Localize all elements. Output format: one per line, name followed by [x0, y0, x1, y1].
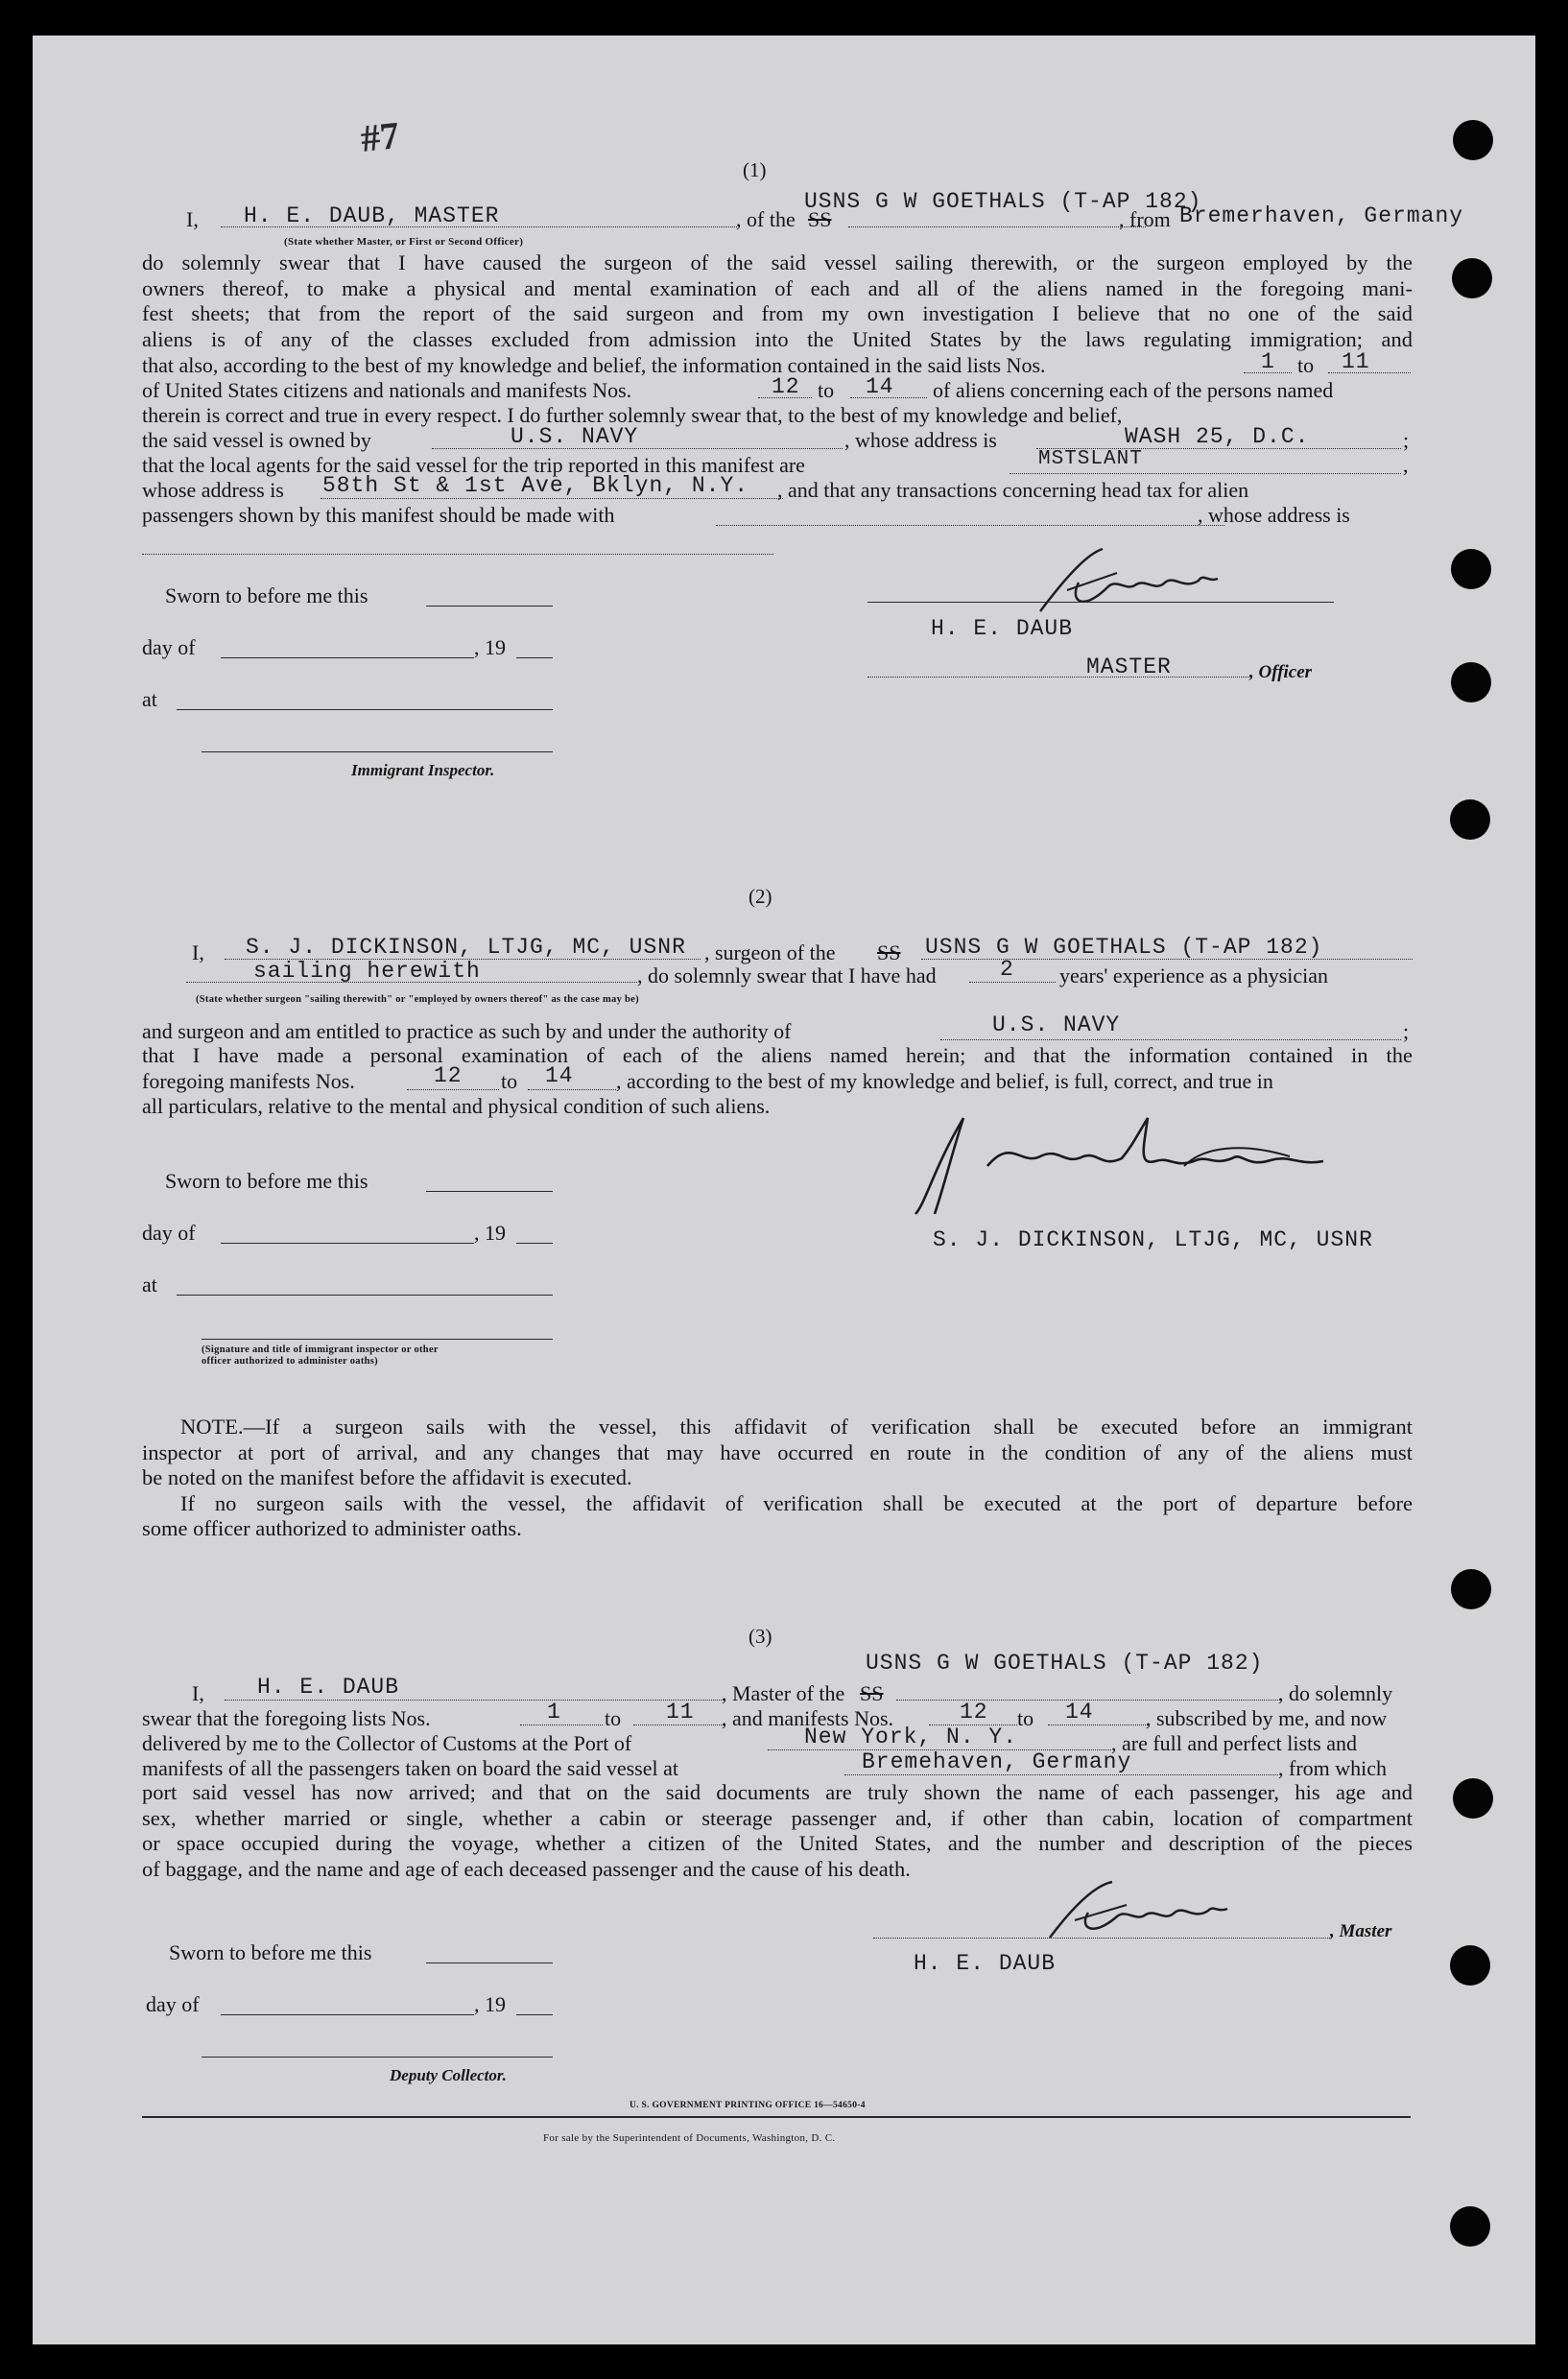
text-line: all particulars, relative to the mental and physical condition of such aliens. — [142, 1094, 771, 1118]
underline — [844, 1774, 1278, 1775]
section3-body — [142, 1780, 1413, 1882]
punch-hole — [1450, 1945, 1490, 1986]
label: , and manifests Nos. — [722, 1706, 894, 1730]
label: , do solemnly swear that I have had — [637, 963, 937, 987]
arrival-port-field: New York, N. Y. — [804, 1725, 1018, 1749]
lists-to-field: 11 — [666, 1700, 695, 1725]
underline — [426, 606, 553, 607]
signer-name: H. E. DAUB — [914, 1951, 1057, 1976]
underline — [528, 1089, 616, 1090]
label: , surgeon of the — [704, 940, 836, 964]
section-number: (3) — [748, 1625, 772, 1648]
label: , Master of the — [722, 1681, 845, 1705]
underline — [177, 709, 553, 710]
underline — [867, 677, 1251, 678]
text-line: fest sheets; that from the report of the said surgeon and from my own investigation I believe that no one of the said — [142, 301, 1413, 325]
label: the said vessel is owned by — [142, 428, 371, 452]
label: whose address is — [142, 478, 284, 502]
underline — [321, 498, 783, 499]
section-number: (1) — [743, 158, 767, 181]
note-block — [142, 1415, 1413, 1542]
label: , whose address is — [1198, 503, 1350, 527]
text-line: be noted on the manifest before the affidavit is executed. — [142, 1465, 632, 1489]
master-label: , Master — [1330, 1921, 1392, 1941]
master-signature — [1021, 1880, 1242, 1957]
label: , do solemnly — [1278, 1681, 1393, 1705]
lists-from-field: 1 — [547, 1700, 561, 1725]
punch-hole — [1451, 549, 1491, 589]
signature-line — [202, 1339, 553, 1340]
text-line: , and that any transactions concerning head tax for alien — [777, 478, 1249, 502]
punct: ; — [1403, 428, 1410, 452]
manifests-from-field: 12 — [772, 374, 800, 399]
text-line: do solemnly swear that I have caused the surgeon of the said vessel sailing therewith, or the surgeon employed by the — [142, 250, 1413, 274]
punch-hole — [1451, 1569, 1491, 1609]
vessel-prefix: SS — [877, 940, 901, 964]
footer-rule — [142, 2116, 1411, 2118]
text-line: port said vessel has now arrived; and that on the said documents are truly shown the name of each passenger, his age and — [142, 1780, 1413, 1804]
text-line: sex, whether married or single, whether a cabin or steerage passenger and, if other than cabin, location of compartment — [142, 1805, 1413, 1830]
surgeon-name-field: S. J. DICKINSON, LTJG, MC, USNR — [246, 935, 686, 960]
signature-line — [873, 1938, 1330, 1939]
punch-hole — [1453, 1778, 1493, 1819]
punct: , — [1403, 453, 1409, 477]
year-label: , 19 — [474, 635, 506, 659]
printing-office-line: U. S. GOVERNMENT PRINTING OFFICE 16—54650-4 — [630, 2101, 866, 2110]
label: , subscribed by me, and now — [1146, 1706, 1388, 1730]
sworn-label: Sworn to before me this — [165, 583, 368, 607]
lists-from-field: 1 — [1261, 349, 1275, 374]
label: , from which — [1278, 1756, 1388, 1780]
label: delivered by me to the Collector of Customs at the Port of — [142, 1731, 632, 1755]
agents-field: MSTSLANT — [1038, 448, 1143, 470]
section2-body — [142, 1043, 1413, 1069]
underline — [186, 982, 637, 983]
manifests-to-field: 14 — [545, 1063, 574, 1088]
officer-label: , Officer — [1249, 662, 1313, 682]
punch-hole — [1451, 662, 1491, 702]
owner-address-field: WASH 25, D.C. — [1125, 424, 1310, 449]
text-line: or space occupied during the voyage, whether a citizen of the United States, and the number and description of the pieces — [142, 1831, 1413, 1855]
text-line: —If a surgeon sails with the vessel, this affidavit of verification shall be executed before an immigrant — [243, 1415, 1413, 1439]
underline — [940, 1039, 1401, 1040]
underline — [516, 657, 553, 658]
manifests-from-field: 12 — [434, 1063, 463, 1088]
text-line: aliens is of any of the classes excluded from admission into the United States by the laws regulating immigration; and — [142, 326, 1413, 351]
text-line: , according to the best of my knowledge and belief, is full, correct, and true in — [616, 1069, 1273, 1093]
label: , from — [1119, 207, 1171, 231]
authority-field: U.S. NAVY — [992, 1012, 1121, 1037]
underline — [1244, 372, 1292, 373]
label: to — [818, 378, 835, 402]
day-label: day of — [142, 635, 196, 659]
year-label: , 19 — [474, 1221, 506, 1245]
label: and surgeon and am entitled to practice as such by and under the authority of — [142, 1019, 792, 1043]
punch-hole — [1450, 2206, 1490, 2247]
underline — [225, 1700, 724, 1701]
underline — [921, 959, 1413, 960]
label: passengers shown by this manifest should be made with — [142, 503, 615, 527]
signer-name: H. E. DAUB — [931, 616, 1074, 641]
vessel-prefix: SS — [860, 1681, 884, 1705]
section1-body — [142, 250, 1413, 352]
embark-port-field: Bremehaven, Germany — [862, 1749, 1132, 1774]
text-line: that I have made a personal examination of each of the aliens named herein; and that the information contained in the — [142, 1043, 1413, 1067]
manifests-to-field: 14 — [866, 374, 894, 399]
underline — [426, 1191, 553, 1192]
section3-intro: I, — [192, 1681, 204, 1705]
underline — [221, 2014, 474, 2015]
underline — [432, 448, 843, 449]
manifests-to-field: 14 — [1065, 1700, 1094, 1725]
label: that the local agents for the said vessel for the trip reported in this manifest are — [142, 453, 805, 477]
label: , are full and perfect lists and — [1111, 1731, 1357, 1755]
section-number: (2) — [748, 885, 772, 908]
label: foregoing manifests Nos. — [142, 1069, 355, 1093]
underline — [716, 525, 1224, 526]
field-caption: (Signature and title of immigrant inspector or other officer authorized to administer oaths) — [202, 1344, 439, 1367]
surgeon-signature — [896, 1108, 1376, 1224]
text-line: If no surgeon sails with the vessel, the affidavit of verification shall be executed at the port of departure before — [180, 1490, 1413, 1515]
signer-name: S. J. DICKINSON, LTJG, MC, USNR — [933, 1227, 1373, 1252]
text-line: of baggage, and the name and age of each deceased passenger and the cause of his death. — [142, 1856, 911, 1881]
manifest-sheet — [33, 36, 1535, 2344]
underline — [221, 1243, 474, 1244]
master-name-field: H. E. DAUB, MASTER — [244, 203, 500, 228]
at-label: at — [142, 1273, 157, 1297]
departure-port-field: Bremerhaven, Germany — [1179, 203, 1464, 228]
underline — [850, 397, 927, 398]
sale-line: For sale by the Superintendent of Documents, Washington, D. C. — [543, 2132, 836, 2144]
inspector-caption: Immigrant Inspector. — [351, 761, 495, 779]
label: to — [501, 1069, 518, 1093]
at-label: at — [142, 687, 157, 711]
label: to — [1017, 1706, 1034, 1730]
text-line: of aliens concerning each of the persons named — [933, 378, 1334, 402]
underline — [1328, 372, 1411, 373]
signature-line — [202, 2057, 553, 2058]
sworn-label: Sworn to before me this — [165, 1169, 368, 1193]
label: to — [605, 1706, 622, 1730]
vessel-prefix: SS — [808, 207, 832, 231]
field-caption: (State whether surgeon "sailing therewith" or "employed by owners thereof" as the case may be) — [196, 994, 639, 1005]
collector-caption: Deputy Collector. — [390, 2066, 507, 2084]
sailing-status-field: sailing herewith — [253, 959, 481, 984]
underline — [221, 657, 474, 658]
text-line: owners thereof, to make a physical and mental examination of each and all of the aliens named in the foregoing mani- — [142, 275, 1413, 300]
label: to — [1297, 353, 1315, 377]
text-line: therein is correct and true in every respect. I do further solemnly swear that, to the best of my knowledge and belief, — [142, 403, 1123, 427]
vessel-name-field: USNS G W GOETHALS (T-AP 182) — [925, 935, 1323, 960]
lists-to-field: 11 — [1342, 349, 1370, 374]
section1-intro: I, — [186, 207, 199, 231]
underline — [1010, 473, 1401, 474]
punct: ; — [1403, 1019, 1410, 1043]
label: , whose address is — [844, 428, 997, 452]
year-label: , 19 — [474, 1992, 506, 2016]
signature-line — [867, 602, 1334, 603]
owner-field: U.S. NAVY — [511, 424, 639, 449]
manifests-from-field: 12 — [960, 1700, 988, 1725]
text-line: of United States citizens and nationals and manifests Nos. — [142, 378, 632, 402]
master-name-field: H. E. DAUB — [257, 1675, 400, 1700]
label: swear that the foregoing lists Nos. — [142, 1706, 431, 1730]
day-label: day of — [142, 1221, 196, 1245]
underline — [516, 2014, 553, 2015]
underline — [221, 226, 737, 227]
underline — [758, 397, 812, 398]
label: manifests of all the passengers taken on board the said vessel at — [142, 1756, 679, 1780]
agents-address-field: 58th St & 1st Ave, Bklyn, N.Y. — [322, 473, 749, 498]
day-label: day of — [146, 1992, 200, 2016]
label: , of the — [736, 207, 796, 231]
note-label: NOTE. — [180, 1415, 244, 1439]
punch-hole — [1452, 258, 1492, 298]
punch-hole — [1450, 799, 1490, 840]
sworn-label: Sworn to before me this — [169, 1940, 372, 1964]
vessel-name-field: USNS G W GOETHALS (T-AP 182) — [804, 189, 1202, 214]
label: years' experience as a physician — [1059, 963, 1329, 987]
text-line: that also, according to the best of my knowledge and belief, the information contained in the said lists Nos. — [142, 353, 1046, 377]
underline — [142, 554, 773, 555]
punch-hole — [1453, 120, 1493, 160]
signer-title: MASTER — [1086, 654, 1172, 679]
section2-intro: I, — [192, 940, 204, 964]
underline — [407, 1089, 499, 1090]
underline — [516, 1243, 553, 1244]
field-caption: (State whether Master, or First or Second Officer) — [284, 236, 524, 248]
underline — [848, 226, 1146, 227]
underline — [177, 1295, 553, 1296]
underline — [969, 982, 1056, 983]
stamp-mark: #7 — [358, 113, 402, 160]
years-field: 2 — [1000, 957, 1014, 982]
text-line: inspector at port of arrival, and any changes that may have occurred en route in the condition of any of the aliens must — [142, 1439, 1413, 1464]
signature-line — [202, 751, 553, 752]
text-line: some officer authorized to administer oaths. — [142, 1516, 522, 1540]
vessel-name-field: USNS G W GOETHALS (T-AP 182) — [866, 1651, 1264, 1676]
